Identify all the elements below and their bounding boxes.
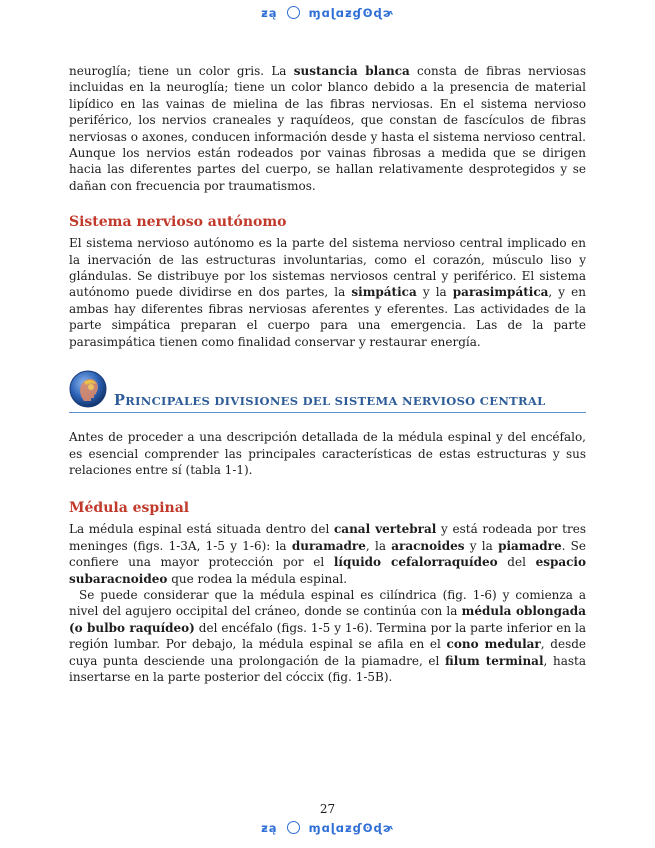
- text-run: que rodea la médula espinal.: [167, 571, 348, 586]
- bold-term: simpática: [351, 285, 417, 300]
- page-number: 27: [319, 802, 336, 816]
- bold-term: cono medular: [446, 637, 541, 652]
- heading-initial: P: [114, 392, 126, 410]
- text-run: Se puede considerar que la médula espinal es cilíndrica (fig. 1-6) y comienza a nivel del agujero occipital del cráneo, donde se continúa con la: [69, 587, 586, 619]
- watermark-footer: [0, 821, 655, 835]
- watermark-right-text: ɱɑɭɑƶɠʘɖɚ: [308, 821, 394, 835]
- bold-term: canal vertebral: [334, 522, 437, 537]
- section-heading-autonomo: Sistema nervioso autónomo: [69, 214, 287, 231]
- ring-icon: [287, 6, 300, 19]
- bold-term: líquido cefalorraquídeo: [333, 555, 498, 570]
- major-heading-title: [114, 392, 545, 409]
- bold-term: piamadre: [498, 538, 562, 553]
- bold-term: filum terminal: [445, 653, 544, 668]
- paragraph-medula-2: [69, 587, 586, 685]
- bold-term: duramadre: [291, 538, 366, 553]
- paragraph-autonomo: [69, 235, 586, 350]
- watermark-header: [0, 6, 655, 20]
- watermark-left-text: ƶą: [261, 821, 278, 835]
- paragraph-intro: Antes de proceder a una descripción detallada de la médula espinal y del encéfalo, es esencial comprender las principales características de estas estructuras y sus relaciones entre sí (tabla 1-1).: [69, 430, 586, 477]
- text-run: El sistema nervioso autónomo es la parte del sistema nervioso central implicado en la inervación de las estructuras involuntarias, como el corazón, músculo liso y glándulas. Se distribuye por los sistemas nerviosos central y periférico. El sistema autónomo puede dividirse en dos partes, la: [69, 236, 586, 300]
- ring-icon: [287, 821, 300, 834]
- text-run: y está rodeada por tres meninges (figs. 1-3A, 1-5 y 1-6): la: [69, 522, 586, 553]
- bold-term: aracnoides: [391, 538, 465, 553]
- bold-term: espacio subaracnoideo: [69, 555, 586, 586]
- brain-head-icon: [69, 370, 107, 408]
- text-run: . Se confiere una mayor protección por el: [69, 538, 587, 570]
- text-run: La médula espinal está situada dentro del: [69, 522, 334, 537]
- text-run: , hasta insertarse en la parte posterior del cóccix (fig. 1-5B).: [69, 653, 587, 684]
- watermark-right-text: ɱɑɭɑƶɠʘɖɚ: [308, 6, 394, 20]
- paragraph-medula-1: [69, 521, 586, 587]
- text-run: , y en ambas hay diferentes fibras nerviosas aferentes y eferentes. Las actividades de la parte simpática preparan el cuerpo para una emergencia. Las de la parte parasimpática tienen como finalidad conservar y restaurar energía.: [69, 285, 586, 349]
- bold-term: parasimpática: [452, 285, 549, 300]
- major-heading-block: [69, 368, 586, 413]
- bold-term: sustancia blanca: [293, 64, 410, 78]
- section-heading-medula: Médula espinal: [69, 500, 190, 517]
- text-run: consta de fibras nerviosas incluidas en la neuroglía; tiene un color blanco debido a la presencia de material lipídico en las vainas de mielina de las fibras nerviosas. En el sistema nervioso periférico, los nervios craneales y raquídeos, que constan de fascículos de fibras nerviosas o axones, conducen información desde y hasta el sistema nervioso central. Aunque los nervios están rodeados por vainas fibrosas a medida que se dirigen hacia las diferentes partes del cuerpo, se hallan relativamente desprotegidos y se dañan con frecuencia por traumatismos.: [69, 64, 586, 193]
- bold-term: médula oblongada (o bulbo raquídeo): [69, 604, 586, 635]
- text-run: , la: [365, 538, 392, 553]
- heading-text: RINCIPALES DIVISIONES DEL SISTEMA NERVIOSO CENTRAL: [125, 394, 546, 409]
- text-run: , desde cuya punta desciende una prolongación de la piamadre, el: [69, 637, 587, 668]
- paragraph-sustancia-blanca: [69, 63, 586, 194]
- text-run: y la: [416, 285, 453, 300]
- text-run: neuroglía; tiene un color gris. La: [69, 64, 294, 78]
- page-content: [69, 63, 586, 685]
- text-run: del: [497, 555, 536, 570]
- text-run: y la: [464, 538, 499, 553]
- text-run: del encéfalo (figs. 1-5 y 1-6). Termina por la parte inferior en la región lumbar. Por debajo, la médula espinal se afila en el: [69, 620, 586, 652]
- watermark-left-text: ƶą: [261, 6, 278, 20]
